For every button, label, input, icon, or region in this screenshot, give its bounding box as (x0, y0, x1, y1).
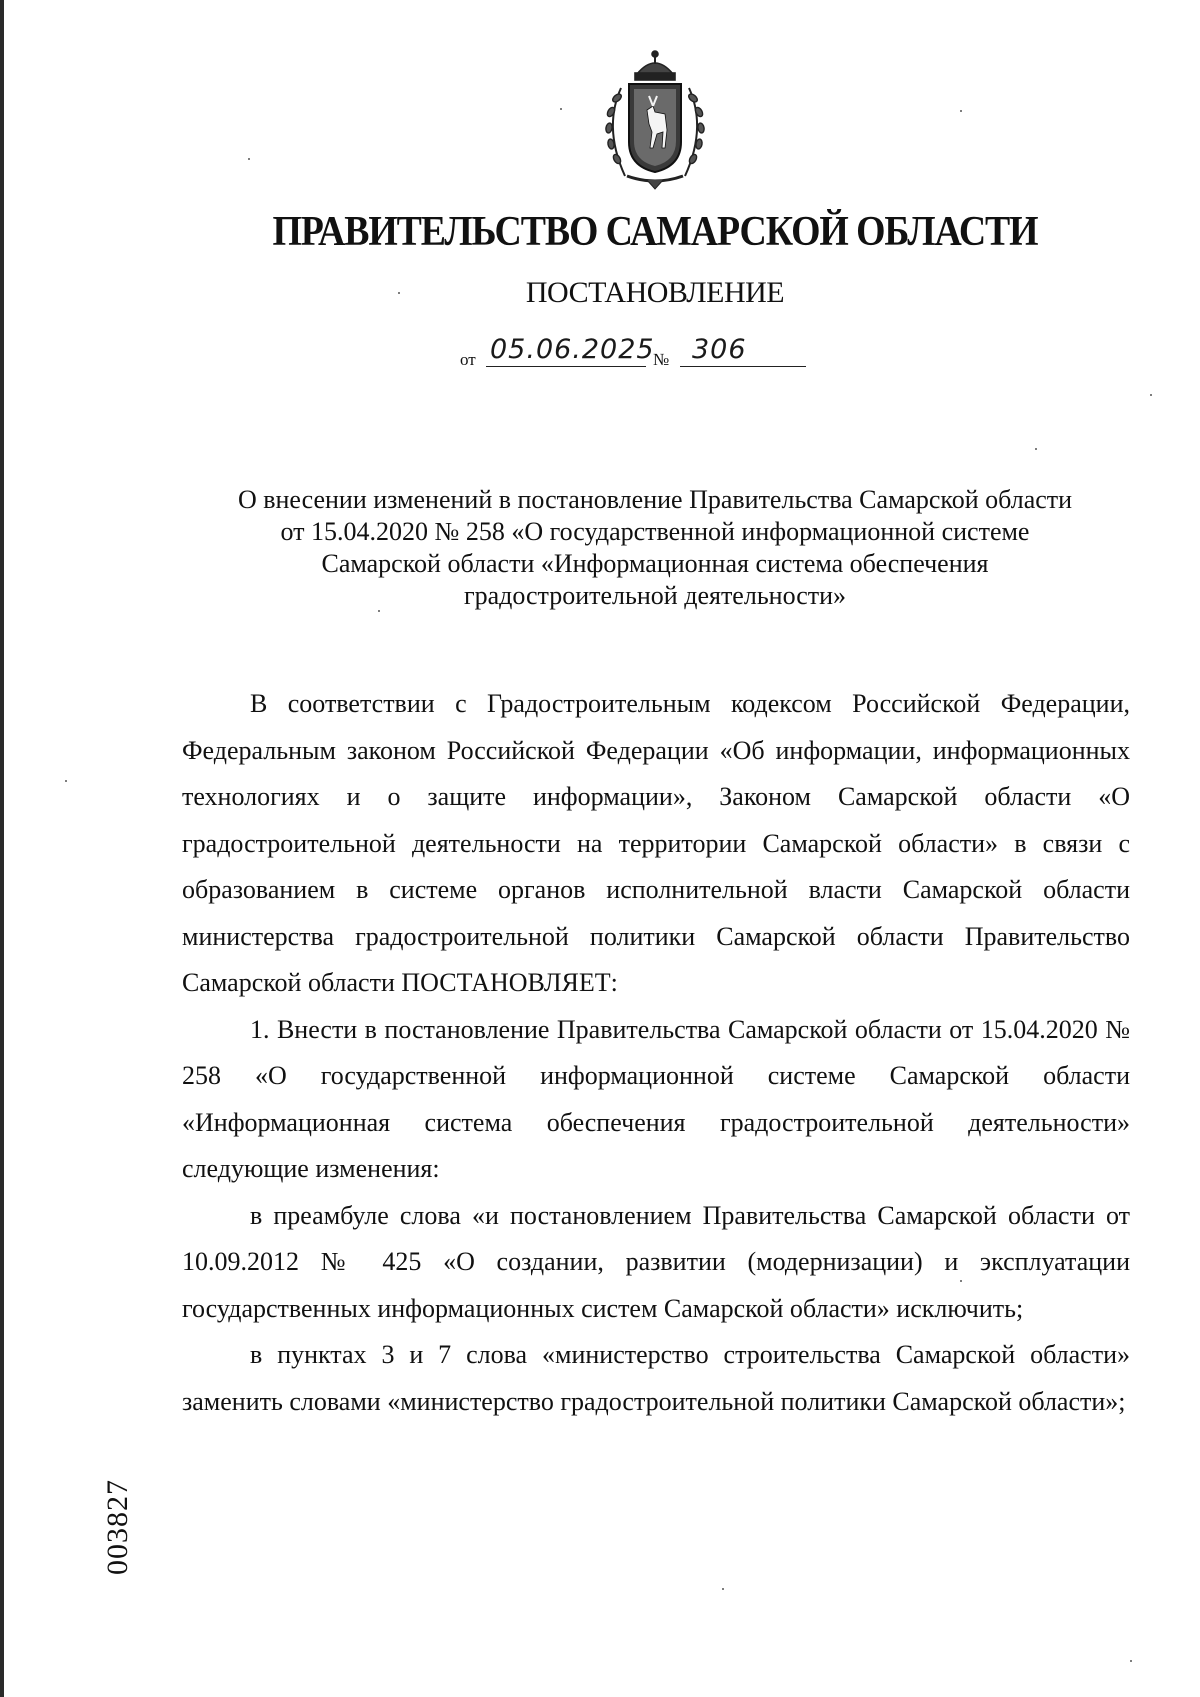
scan-speck (398, 292, 400, 294)
number-underline (680, 366, 806, 367)
scan-speck (1130, 1660, 1132, 1662)
document-body (182, 681, 1130, 1425)
scan-edge (0, 0, 4, 1697)
date-handwritten: 05.06.2025 (490, 334, 655, 365)
samara-coat-of-arms-icon (595, 48, 715, 190)
subject-line: от 15.04.2020 № 258 «О государственной информационной системе (280, 517, 1030, 546)
scan-speck (248, 158, 250, 160)
subject-line: Самарской области «Информационная система обеспечения (321, 549, 989, 578)
date-prefix: от (460, 350, 476, 369)
scan-speck (560, 108, 562, 110)
document-subject (175, 484, 1135, 612)
document-type: ПОСТАНОВЛЕНИЕ (525, 276, 785, 309)
subject-line: О внесении изменений в постановление Правительства Самарской области (237, 485, 1073, 514)
number-sign: № (653, 350, 670, 369)
scan-speck (378, 610, 380, 612)
body-paragraph: в преамбуле слова «и постановлением Правительства Самарской области от 10.09.2012 № 425 «О создании, развитии (модернизации) и эксплуатации государственных информационных систем Самарской области» исключить; (182, 1200, 1130, 1323)
date-underline (486, 366, 646, 367)
date-number-line (460, 336, 860, 372)
scan-speck (65, 780, 67, 782)
scan-speck (960, 110, 962, 112)
body-paragraph: в пунктах 3 и 7 слова «министерство строительства Самарской области» заменить словами «министерство градостроительной политики Самарской области»; (182, 1340, 1130, 1416)
scan-speck (722, 1588, 724, 1590)
body-paragraph: В соответствии с Градостроительным кодексом Российской Федерации, Федеральным законом Российской Федерации «Об информации, информационных технологиях и о защите информации», Законом Самарской области «О градостроительной деятельности на территории Самарской области» в связи с образованием в системе органов исполнительной власти Самарской области министерства градостроительной политики Самарской области Правительство Самарской области ПОСТАНОВЛЯЕТ: (182, 689, 1130, 997)
scan-speck (1150, 394, 1152, 396)
government-title: ПРАВИТЕЛЬСТВО САМАРСКОЙ ОБЛАСТИ (272, 209, 1038, 255)
scan-speck (960, 1280, 962, 1282)
scan-speck (1035, 448, 1037, 450)
number-handwritten: 306 (692, 334, 747, 365)
registration-number: 003827 (101, 1479, 134, 1575)
body-paragraph: 1. Внести в постановление Правительства Самарской области от 15.04.2020 № 258 «О государственной информационной системе Самарской области «Информационная система обеспечения градостроительной деятельности» следующие изменения: (182, 1014, 1130, 1183)
subject-line: градостроительной деятельности» (463, 581, 847, 610)
